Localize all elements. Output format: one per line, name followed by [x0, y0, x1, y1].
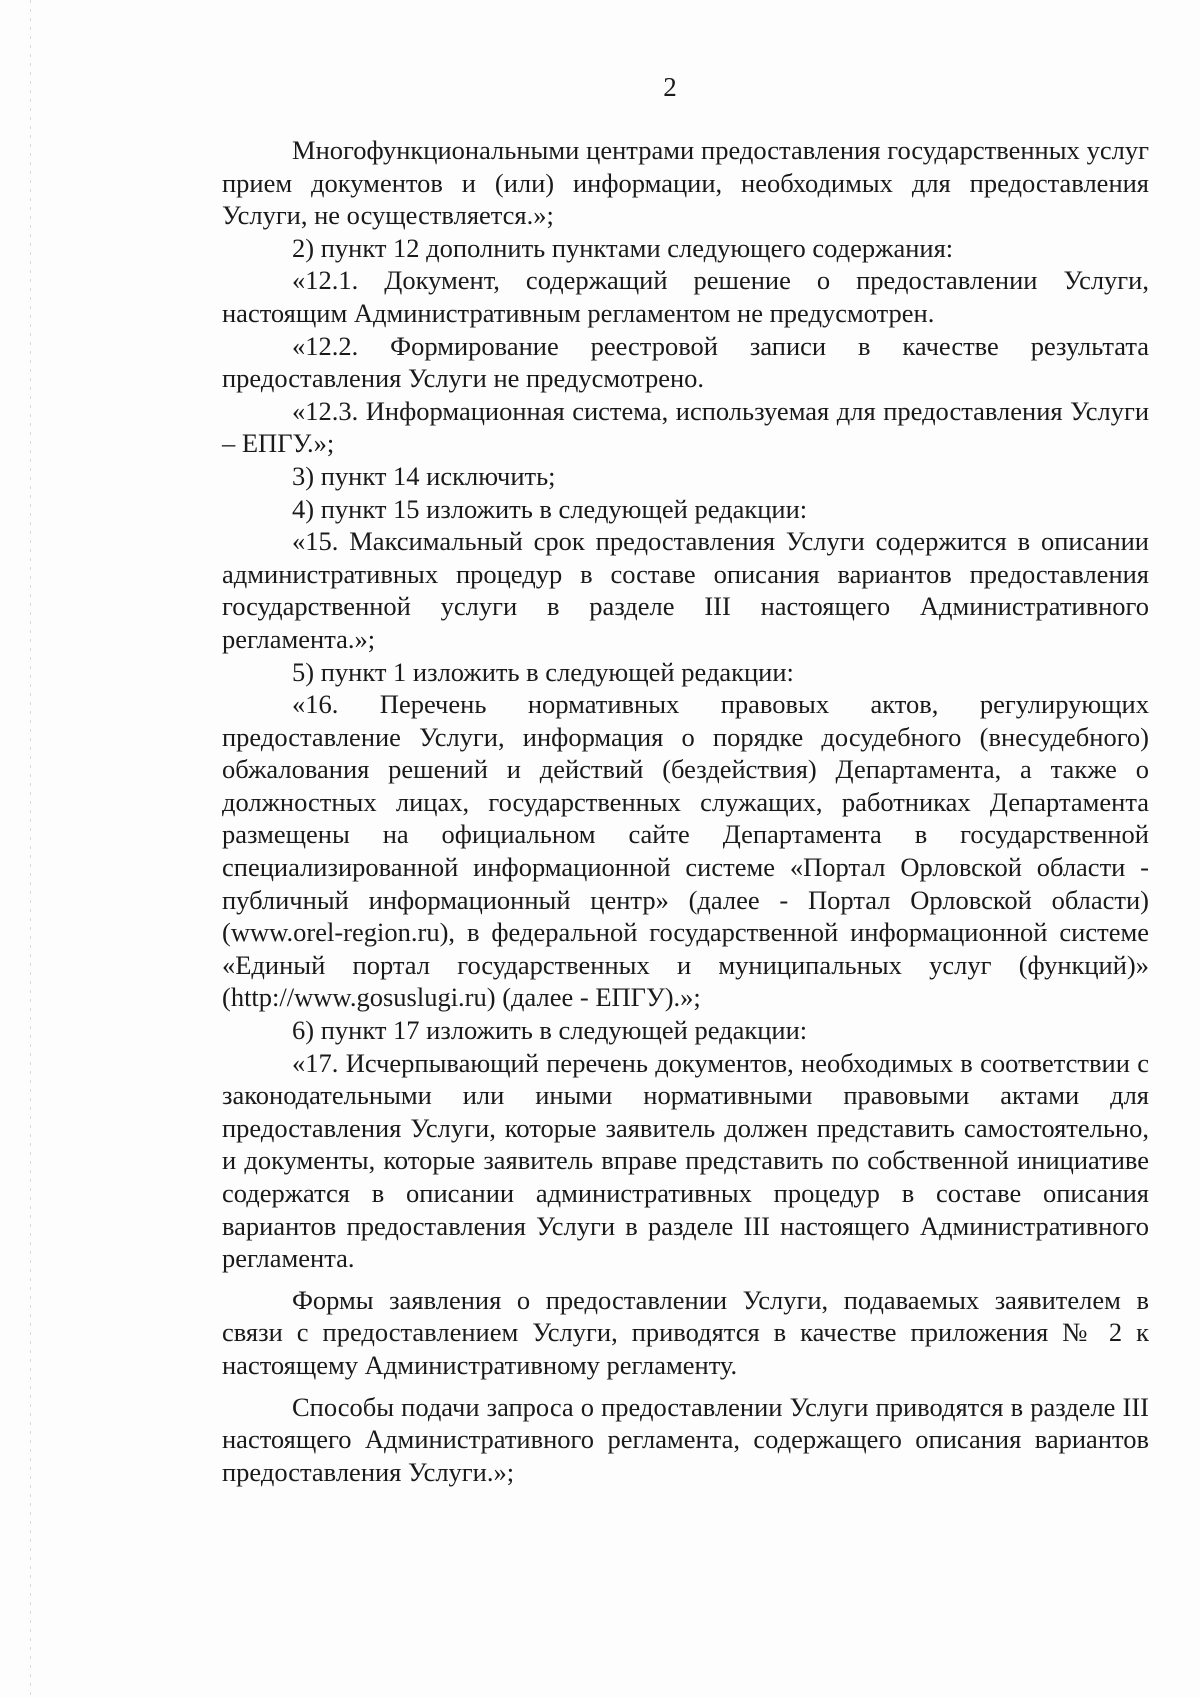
page-number: 2: [663, 72, 677, 102]
document-body: [222, 134, 1149, 1488]
paragraph-mfc: Многофункциональными центрами предоставления государственных услуг прием документов и (или) информации, необходимых для предоставления Услуги, не осуществляется.»;: [222, 135, 1149, 231]
paragraph-16: «16. Перечень нормативных правовых актов, регулирующих предоставление Услуги, информация о порядке досудебного (внесудебного) обжалования решений и действий (бездействия) Департамента, а также о должностных лицах, государственных служащих, работниках Департамента размещены на официальном сайте Департамента в государственной специализированной информационной системе «Портал Орловской области - публичный информационный центр» (далее - Портал Орловской области) (www.orel-region.ru), в федеральной государственной информационной системе «Единый портал государственных и муниципальных услуг (функций)» (http://www.gosuslugi.ru) (далее - ЕПГУ).»;: [222, 689, 1149, 1013]
paragraph-12-1: «12.1. Документ, содержащий решение о предоставлении Услуги, настоящим Административным регламентом не предусмотрен.: [222, 265, 1149, 328]
scan-binding-edge: [30, 0, 31, 1697]
paragraph-item-6: 6) пункт 17 изложить в следующей редакции:: [292, 1015, 808, 1046]
paragraph-12-3: «12.3. Информационная система, используемая для предоставления Услуги – ЕПГУ.»;: [222, 395, 1149, 459]
paragraph-17: «17. Исчерпывающий перечень документов, необходимых в соответствии с законодательными или иными нормативными правовыми актами для предоставления Услуги, которые заявитель должен представить самостоятельно, и документы, которые заявитель вправе представить по собственной инициативе содержатся в описании административных процедур в составе описания вариантов предоставления Услуги в разделе III настоящего Административного регламента.: [222, 1047, 1149, 1274]
paragraph-item-4: 4) пункт 15 изложить в следующей редакции:: [292, 493, 808, 524]
paragraph-application-forms: Формы заявления о предоставлении Услуги, подаваемых заявителем в связи с предоставлением Услуги, приводятся в качестве приложения № 2 к настоящему Административному регламенту.: [222, 1284, 1149, 1380]
paragraph-item-2: 2) пункт 12 дополнить пунктами следующего содержания:: [292, 232, 954, 263]
paragraph-15: «15. Максимальный срок предоставления Услуги содержится в описании административных процедур в составе описания вариантов предоставления государственной услуги в разделе III настоящего Административного регламента.»;: [222, 526, 1149, 654]
paragraph-12-2: «12.2. Формирование реестровой записи в качестве результата предоставления Услуги не предусмотрено.: [222, 330, 1149, 394]
paragraph-submission-methods: Способы подачи запроса о предоставлении Услуги приводятся в разделе III настоящего Административного регламента, содержащего описания вариантов предоставления Услуги.»;: [222, 1391, 1149, 1487]
paragraph-item-5: 5) пункт 1 изложить в следующей редакции:: [292, 656, 794, 687]
paragraph-item-3: 3) пункт 14 исключить;: [292, 460, 556, 491]
